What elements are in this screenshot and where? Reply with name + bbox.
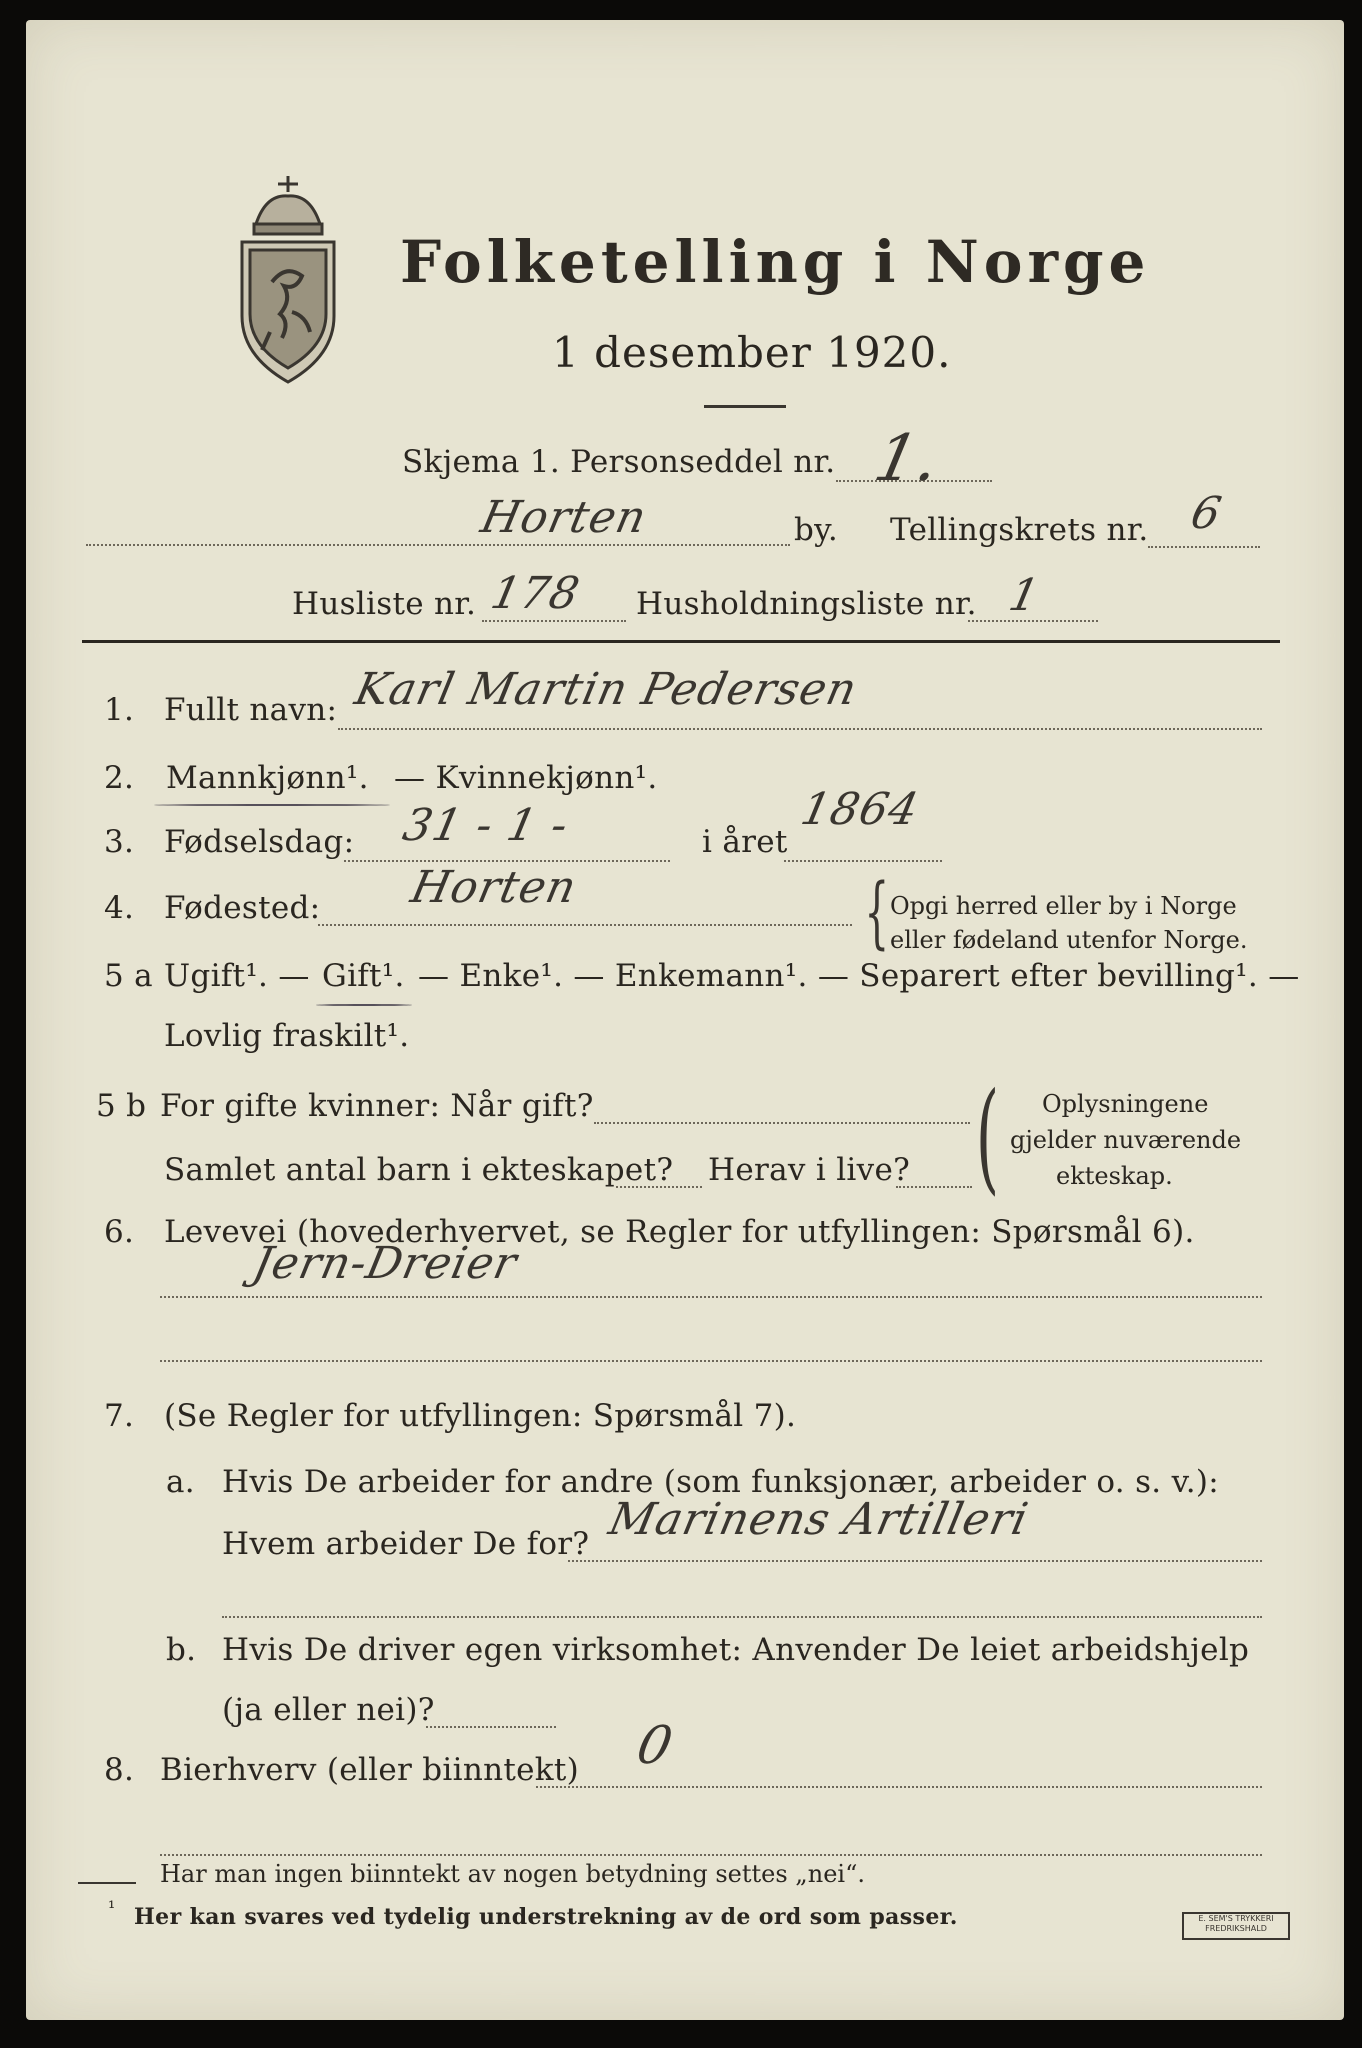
q7b-letter: b. bbox=[166, 1632, 197, 1668]
q5b-brace: ( bbox=[975, 1068, 1000, 1207]
q5b-label1: For gifte kvinner: Når gift? bbox=[160, 1088, 594, 1124]
q5b-note-line1: Oplysningene bbox=[1042, 1090, 1209, 1118]
census-date: 1 desember 1920. bbox=[552, 328, 952, 377]
q7-number: 7. bbox=[104, 1398, 135, 1434]
q7a-line2: Hvem arbeider De for? bbox=[222, 1526, 590, 1562]
q2-rest: — Kvinnekjønn¹. bbox=[394, 760, 658, 796]
tellingskrets-line bbox=[1148, 546, 1260, 548]
q1-number: 1. bbox=[104, 692, 135, 728]
q7b-answer-line bbox=[426, 1726, 556, 1728]
census-form-sheet bbox=[26, 20, 1344, 2020]
q3-day-handwritten: 31 - 1 - bbox=[398, 800, 574, 851]
q4-note-line2: eller fødeland utenfor Norge. bbox=[890, 926, 1248, 954]
footnote-text: Her kan svares ved tydelig understrekning av de ord som passer. bbox=[134, 1904, 958, 1930]
q5b-number: 5 b bbox=[96, 1088, 147, 1124]
q1-answer-line bbox=[338, 728, 1262, 730]
q5b-note-line2: gjelder nuværende bbox=[1010, 1126, 1242, 1154]
q5b-children-line bbox=[616, 1186, 702, 1188]
by-label: by. bbox=[794, 512, 838, 548]
q5a-ugift: Ugift¹. — bbox=[164, 958, 310, 994]
tellingskrets-label: Tellingskrets nr. bbox=[890, 512, 1149, 548]
footnote-mark: ¹ bbox=[108, 1898, 116, 1919]
printer-stamp bbox=[1182, 1912, 1290, 1940]
q8-answer-handwritten: 0 bbox=[631, 1716, 679, 1776]
q5b-alive-line bbox=[896, 1186, 972, 1188]
q7b-line1: Hvis De driver egen virksomhet: Anvender De leiet arbeidshjelp bbox=[222, 1632, 1250, 1668]
q4-brace: { bbox=[864, 868, 890, 958]
q6-number: 6. bbox=[104, 1214, 135, 1250]
tellingskrets-handwritten: 6 bbox=[1186, 488, 1227, 539]
q7a-answer-line2 bbox=[222, 1616, 1262, 1618]
person-nr-handwritten: 1. bbox=[868, 422, 947, 496]
q5b-when-line bbox=[594, 1122, 970, 1124]
q1-label: Fullt navn: bbox=[164, 692, 338, 728]
q5b-label3: Herav i live? bbox=[708, 1152, 911, 1188]
q2-number: 2. bbox=[104, 760, 135, 796]
q6-label: Levevei (hovederhvervet, se Regler for utfyllingen: Spørsmål 6). bbox=[164, 1214, 1195, 1250]
q4-answer-handwritten: Horten bbox=[406, 862, 582, 913]
q3-number: 3. bbox=[104, 824, 135, 860]
q5a-gift: Gift¹. bbox=[322, 958, 405, 994]
husholdning-label: Husholdningsliste nr. bbox=[636, 586, 977, 622]
q1-answer-handwritten: Karl Martin Pedersen bbox=[350, 664, 862, 715]
q7a-line1: Hvis De arbeider for andre (som funksjonær, arbeider o. s. v.): bbox=[222, 1464, 1220, 1500]
q6-answer-handwritten: Jern-Dreier bbox=[248, 1238, 522, 1289]
q5a-line2: Lovlig fraskilt¹. bbox=[164, 1018, 410, 1054]
q4-number: 4. bbox=[104, 890, 135, 926]
q4-note-line1: Opgi herred eller by i Norge bbox=[890, 892, 1237, 920]
q3-label: Fødselsdag: bbox=[164, 824, 355, 860]
q2-male: Mannkjønn¹. bbox=[166, 760, 369, 796]
q2-male-underline bbox=[154, 804, 390, 806]
q3-year-line bbox=[784, 860, 942, 862]
q5b-note-line3: ekteskap. bbox=[1056, 1162, 1173, 1190]
q6-answer-line2 bbox=[160, 1360, 1262, 1362]
q5b-label2: Samlet antal barn i ekteskapet? bbox=[164, 1152, 674, 1188]
q8-label: Bierhverv (eller biinntekt) bbox=[160, 1752, 580, 1788]
q4-answer-line bbox=[318, 924, 852, 926]
printer-stamp-line2: FREDRIKSHALD bbox=[1205, 1924, 1267, 1933]
q8-number: 8. bbox=[104, 1752, 135, 1788]
q7a-letter: a. bbox=[166, 1464, 195, 1500]
city-line bbox=[86, 544, 790, 546]
city-handwritten: Horten bbox=[476, 492, 652, 543]
q7a-answer-handwritten: Marinens Artilleri bbox=[604, 1494, 1033, 1545]
q7b-line2: (ja eller nei)? bbox=[222, 1692, 435, 1728]
q3-year-handwritten: 1864 bbox=[796, 784, 924, 835]
title-separator bbox=[704, 405, 786, 408]
q3-year-label: i året bbox=[702, 824, 788, 860]
husliste-line bbox=[482, 620, 626, 622]
q8-answer-line1 bbox=[536, 1786, 1262, 1788]
q7a-answer-line1 bbox=[568, 1560, 1262, 1562]
q5a-gift-underline bbox=[316, 1004, 412, 1006]
q5a-number: 5 a bbox=[104, 958, 153, 994]
q6-answer-line1 bbox=[160, 1296, 1262, 1298]
q5a-rest: — Enke¹. — Enkemann¹. — Separert efter bevilling¹. — bbox=[418, 958, 1300, 994]
schema-person-label: Skjema 1. Personseddel nr. bbox=[402, 444, 836, 480]
header-rule bbox=[82, 640, 1280, 643]
q4-label: Fødested: bbox=[164, 890, 321, 926]
form-title: Folketelling i Norge bbox=[400, 228, 1151, 296]
q7-label: (Se Regler for utfyllingen: Spørsmål 7). bbox=[164, 1398, 797, 1434]
printer-stamp-line1: E. SEM'S TRYKKERI bbox=[1198, 1914, 1274, 1923]
footnote-rule bbox=[78, 1882, 136, 1884]
q8-note: Har man ingen biinntekt av nogen betydning settes „nei“. bbox=[160, 1860, 865, 1888]
husliste-label: Husliste nr. bbox=[292, 586, 477, 622]
husholdning-handwritten: 1 bbox=[1004, 570, 1045, 621]
coat-of-arms-icon bbox=[232, 172, 344, 388]
husliste-handwritten: 178 bbox=[486, 568, 585, 619]
